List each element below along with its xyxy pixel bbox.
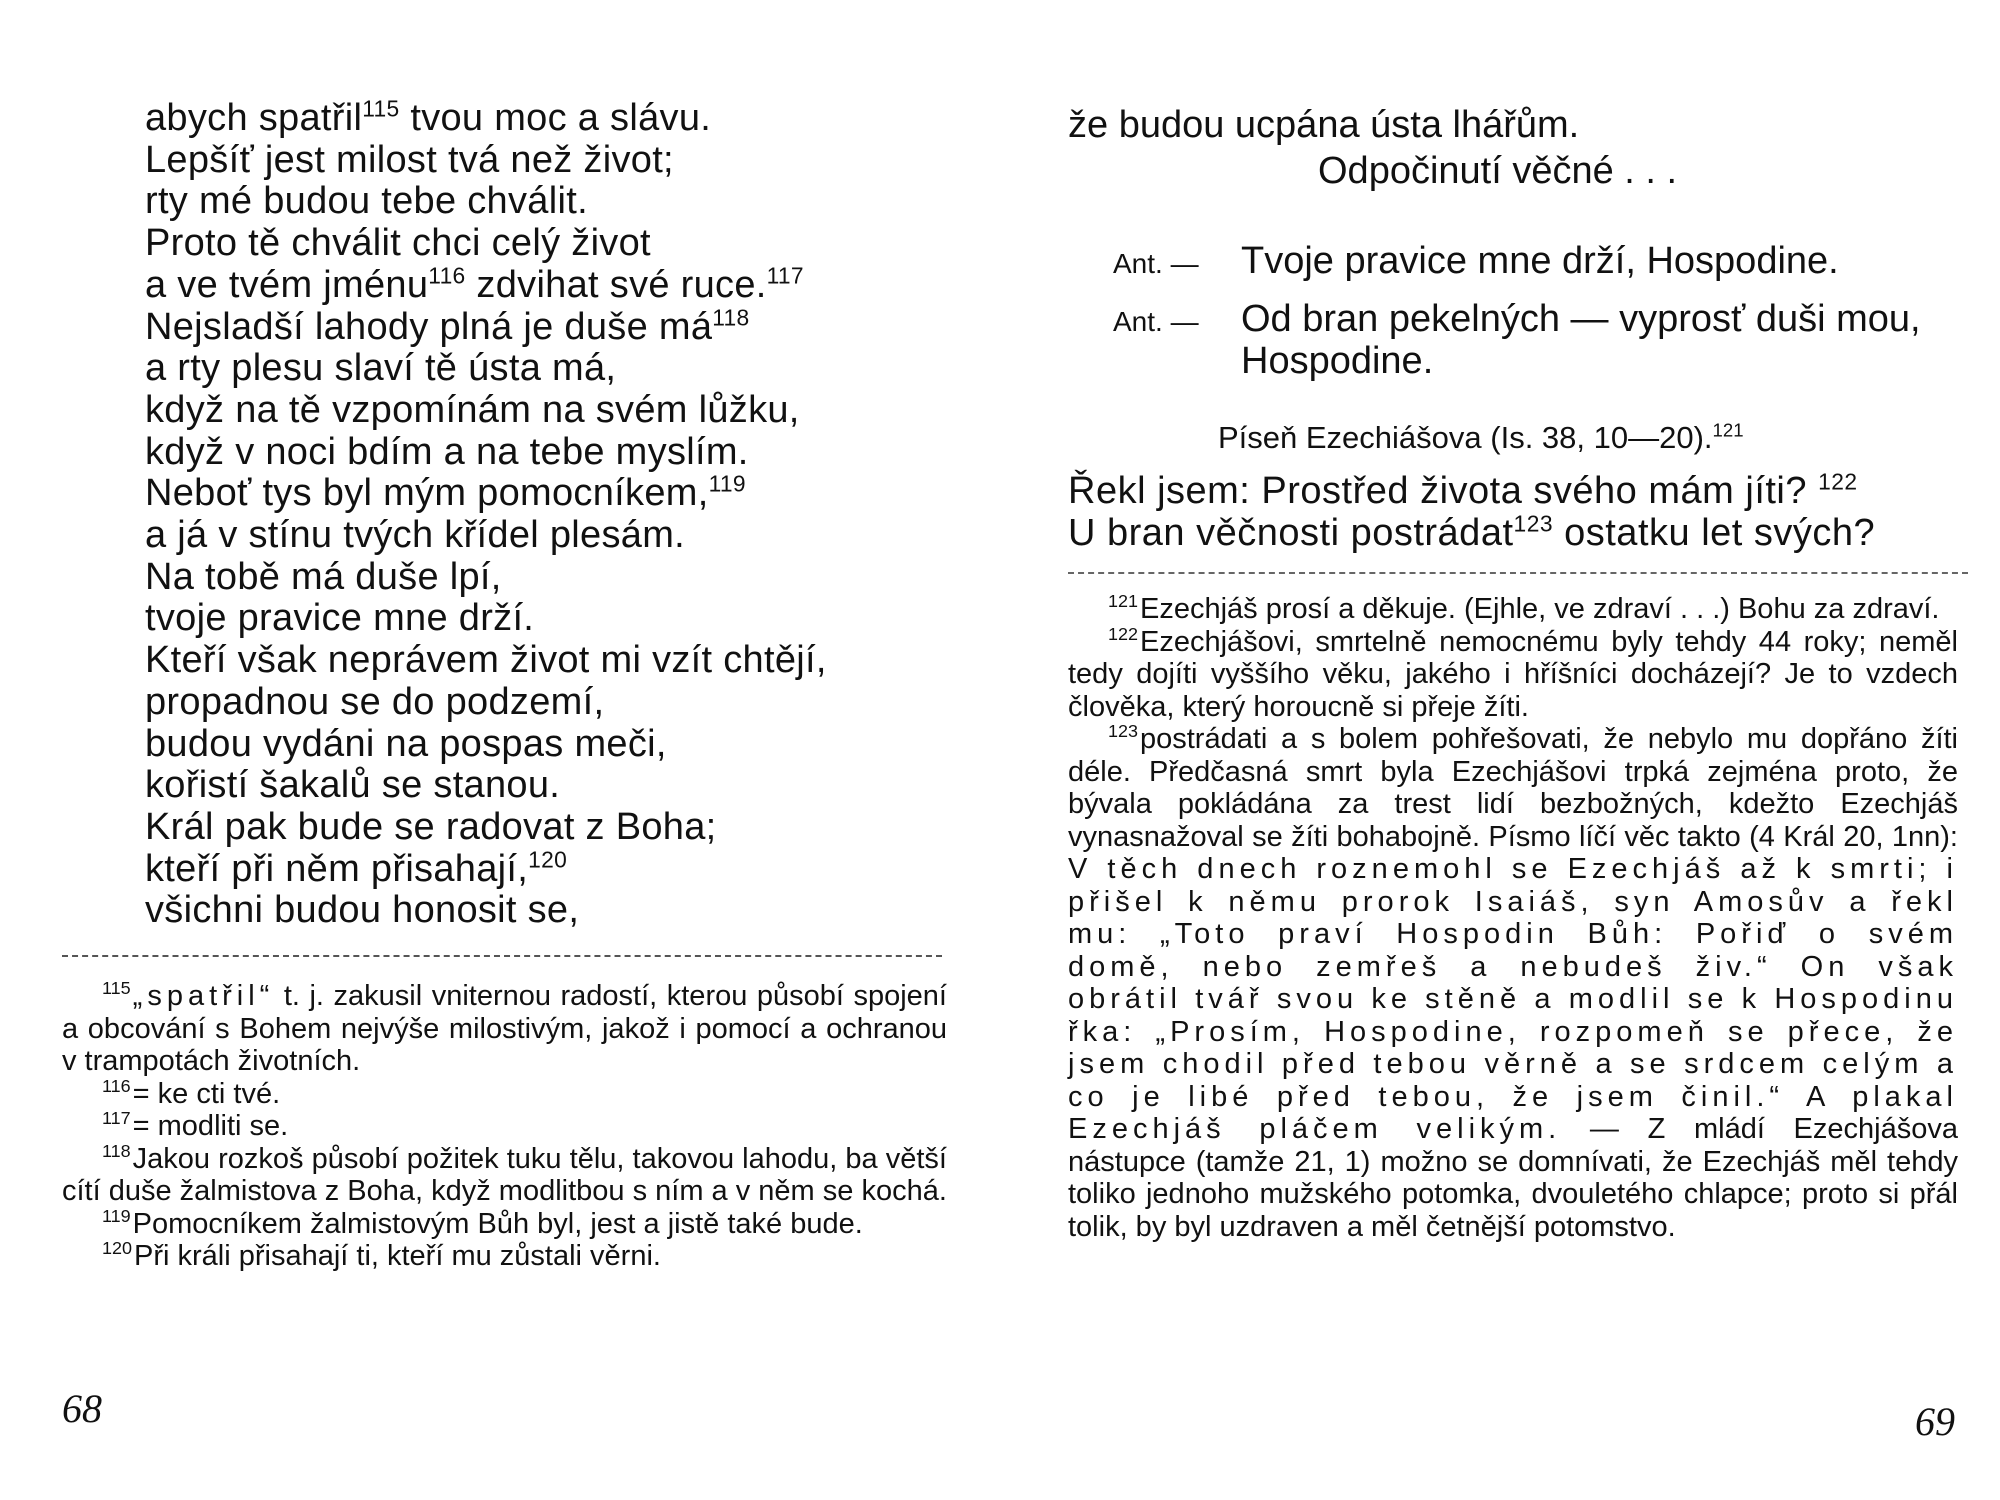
antiphon-label: Ant. — bbox=[1113, 248, 1199, 279]
psalm-line bbox=[145, 724, 945, 766]
psalm-line-text: a ve tvém jménu bbox=[145, 263, 429, 306]
footnote-text: Pomocníkem žalmistovým Bůh byl, jest a jistě také bude. bbox=[132, 1207, 863, 1240]
psalm-line bbox=[145, 140, 945, 182]
footnote-number: 123 bbox=[1108, 721, 1138, 742]
verse-continuation: že budou ucpána ústa lhářům. bbox=[1068, 104, 1580, 146]
psalm-line bbox=[145, 303, 945, 349]
footnote-ref: 121 bbox=[1712, 419, 1744, 441]
footnote-term: „spatřil“ bbox=[132, 980, 275, 1012]
psalm-line bbox=[145, 890, 945, 932]
page-number-right: 69 bbox=[1915, 1399, 1955, 1444]
footnote-divider-right bbox=[1068, 572, 1968, 574]
footnote-number: 115 bbox=[102, 978, 131, 999]
psalm-line-text: když v noci bdím a na tebe myslím. bbox=[145, 430, 749, 473]
psalm-line-text: zdvihat své ruce. bbox=[465, 263, 767, 306]
psalm-line-text: tvoje pravice mne drží. bbox=[145, 597, 535, 640]
section-heading-text: Píseň Ezechiášova (Is. 38, 10—20). bbox=[1218, 420, 1713, 455]
psalm-line bbox=[145, 348, 945, 390]
footnote-text: = ke cti tvé. bbox=[132, 1077, 281, 1110]
footnote-number: 117 bbox=[102, 1108, 131, 1129]
verse-text: U bran věčnosti postrádat bbox=[1068, 512, 1514, 554]
psalm-line bbox=[145, 682, 945, 724]
footnote-number: 122 bbox=[1108, 623, 1138, 644]
psalm-line bbox=[145, 515, 945, 557]
psalm-line-text: Proto tě chválit chci celý život bbox=[145, 222, 651, 265]
footnote-text: Ezechjáš prosí a děkuje. (Ejhle, ve zdraví . . .) Bohu za zdraví. bbox=[1139, 593, 1940, 625]
psalm-line-text: všichni budou honosit se, bbox=[145, 889, 580, 932]
footnote-text: — Z mládí Ezechjášova nástupce (tamže 21, 1) možno se domnívati, že Ezechjáš měl tehdy toliko jednoho mužského potomka, dvouletého chlapce; proto si přál tolik, by byl uzdraven a měl četnější potomstvo. bbox=[1068, 1113, 1958, 1243]
psalm-line bbox=[145, 181, 945, 223]
psalm-line-text: Král pak bude se radovat z Boha; bbox=[145, 805, 717, 848]
footnote-divider-left bbox=[62, 955, 942, 957]
psalm-line-text: budou vydáni na pospas meči, bbox=[145, 722, 667, 765]
psalm-line-text: Lepšíť jest milost tvá než život; bbox=[145, 138, 674, 181]
antiphon-label: Ant. — bbox=[1113, 306, 1199, 337]
footnote-120 bbox=[62, 1240, 947, 1273]
psalm-line bbox=[145, 846, 945, 891]
psalm-line-text: Na tobě má duše lpí, bbox=[145, 555, 502, 598]
psalm-line bbox=[145, 557, 945, 599]
footnote-number: 119 bbox=[102, 1205, 131, 1226]
footnote-ref: 119 bbox=[708, 470, 746, 497]
footnote-117 bbox=[62, 1110, 947, 1143]
psalm-line-text: a rty plesu slaví tě ústa má, bbox=[145, 347, 617, 390]
psalm-line bbox=[145, 390, 945, 432]
footnote-123 bbox=[1068, 723, 1958, 1243]
psalm-line-text: propadnou se do podzemí, bbox=[145, 680, 605, 723]
verse-text: ostatku let svých? bbox=[1553, 512, 1876, 554]
footnote-118 bbox=[62, 1140, 947, 1208]
footnote-116 bbox=[62, 1075, 947, 1111]
prayer-line: Odpočinutí věčné . . . bbox=[1318, 150, 1678, 192]
footnote-ref: 115 bbox=[362, 95, 400, 122]
footnote-119 bbox=[62, 1205, 947, 1241]
footnotes-right bbox=[1068, 593, 1958, 1243]
psalm-line-text: Kteří však neprávem život mi vzít chtějí, bbox=[145, 639, 827, 682]
psalm-line-text: kořistí šakalů se stanou. bbox=[145, 764, 561, 807]
verse-line-2 bbox=[1068, 512, 1875, 554]
psalm-line bbox=[145, 807, 945, 849]
antiphon-text: Tvoje pravice mne drží, Hospodine. bbox=[1241, 240, 1839, 282]
psalm-line bbox=[145, 262, 945, 307]
footnote-text: Při králi přisahají ti, kteří mu zůstali věrni. bbox=[133, 1240, 661, 1272]
footnote-ref: 118 bbox=[712, 303, 750, 330]
psalm-line-text: Neboť tys byl mým pomocníkem, bbox=[145, 472, 709, 515]
psalm-line-text: když na tě vzpomínám na svém lůžku, bbox=[145, 388, 800, 431]
psalm-line-text: Nejsladší lahody plná je duše má bbox=[145, 305, 713, 348]
footnote-text: postrádati a s bolem pohřešovati, že nebylo mu dopřáno žíti déle. Předčasná smrt byla Ezechjášovi trpká zejména proto, že bývala pokládána za trest lidí bezbožných, kdežto Ezechjáš vynasnažoval se žíti bohabojně. Písmo líčí věc takto (4 Král 20, 1nn): bbox=[1068, 723, 1958, 853]
footnote-ref: 122 bbox=[1818, 468, 1858, 495]
psalm-text bbox=[145, 95, 945, 932]
footnote-number: 116 bbox=[102, 1075, 131, 1096]
psalm-line bbox=[145, 95, 945, 140]
psalm-line bbox=[145, 765, 945, 807]
footnotes-left bbox=[62, 980, 947, 1273]
footnote-ref: 117 bbox=[766, 262, 804, 289]
footnote-121 bbox=[1068, 593, 1958, 626]
footnote-ref: 120 bbox=[528, 846, 568, 872]
right-page bbox=[1000, 0, 2000, 1500]
antiphon-text: Od bran pekelných — vyprosť duši mou, Hospodine. bbox=[1241, 298, 1921, 382]
footnote-number: 118 bbox=[102, 1140, 131, 1161]
page-number-left: 68 bbox=[62, 1386, 102, 1431]
footnote-115 bbox=[62, 980, 947, 1078]
footnote-text: Ezechjášovi, smrtelně nemocnému byly tehdy 44 roky; neměl tedy dojíti vyššího věku, jakého i hříšníci docházejí? Je to vzdech člověka, který horoucně si přeje žíti. bbox=[1068, 625, 1958, 723]
footnote-122 bbox=[1068, 623, 1958, 724]
psalm-line bbox=[145, 640, 945, 682]
psalm-line bbox=[145, 432, 945, 474]
verse-line-1 bbox=[1068, 470, 1858, 512]
footnote-quote: V těch dnech roznemohl se Ezechjáš až k smrti; i přišel k němu prorok Isaiáš, syn Amosův a řekl mu: „Toto praví Hospodin Bůh: Pořiď o svém domě, nebo zemřeš a nebudeš živ.“ On však obrátil tvář svou ke stěně a modlil se k Hospodinu řka: „Prosím, Hospodine, rozpomeň se přece, že jsem chodil před tebou věrně a se srdcem celým a co je libé před tebou, že jsem činil.“ A plakal Ezechjáš pláčem velikým. bbox=[1068, 853, 1958, 1145]
section-heading bbox=[1218, 420, 1744, 456]
psalm-line bbox=[145, 223, 945, 265]
footnote-ref: 123 bbox=[1513, 510, 1554, 537]
antiphon-2 bbox=[1113, 298, 1983, 382]
psalm-line-text: tvou moc a slávu. bbox=[399, 97, 712, 139]
psalm-line-text: a já v stínu tvých křídel plesám. bbox=[145, 514, 686, 557]
verse-text: Řekl jsem: Prostřed života svého mám jíti? bbox=[1068, 470, 1808, 512]
footnote-number: 120 bbox=[102, 1238, 132, 1259]
footnote-number: 121 bbox=[1108, 591, 1138, 612]
footnote-text: Jakou rozkoš působí požitek tuku tělu, takovou lahodu, ba větší cítí duše žalmistova z Boha, když modlitbou s ním a v něm se kochá. bbox=[62, 1142, 947, 1207]
psalm-line-text: abych spatřil bbox=[145, 97, 363, 139]
footnote-text: t. j. zakusil vniternou radostí, kterou působí spojení a obcování s Bohem nejvýše milostivým, jakož i pomocí a ochranou v trampotách životních. bbox=[62, 980, 947, 1077]
psalm-line-text: rty mé budou tebe chválit. bbox=[145, 180, 588, 223]
footnote-text: = modliti se. bbox=[132, 1110, 289, 1142]
psalm-line-text: kteří při něm přisahají, bbox=[145, 847, 529, 890]
psalm-line bbox=[145, 598, 945, 640]
antiphon-1 bbox=[1113, 240, 1983, 285]
psalm-line bbox=[145, 470, 945, 515]
footnote-ref: 116 bbox=[428, 262, 466, 289]
